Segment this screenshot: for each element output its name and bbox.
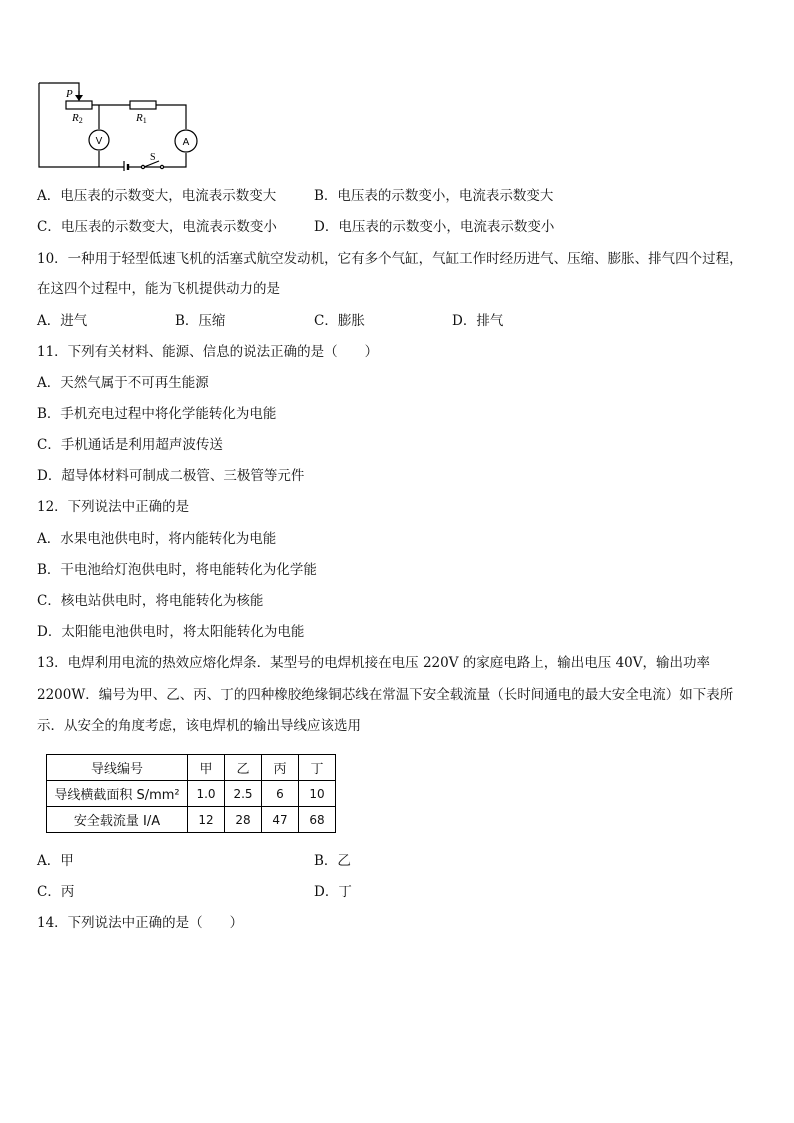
resistor-r1 <box>130 101 156 109</box>
q11-option-b[interactable]: B．手机充电过程中将化学能转化为电能 <box>37 406 277 422</box>
label-a: A <box>182 137 190 148</box>
q14-stem: 14．下列说法中正确的是（ ） <box>37 915 244 931</box>
resistor-r2 <box>66 101 92 109</box>
q13-stem-line-3: 示．从安全的角度考虑，该电焊机的输出导线应该选用 <box>37 718 361 734</box>
q11-option-a[interactable]: A．天然气属于不可再生能源 <box>37 375 209 391</box>
q13-option-d[interactable]: D．丁 <box>314 884 352 900</box>
label-v: V <box>95 136 103 147</box>
table-cell: 12 <box>188 807 225 833</box>
q13-option-b[interactable]: B．乙 <box>314 853 351 869</box>
table-header-cell: 乙 <box>225 755 262 781</box>
wire-table <box>46 754 336 833</box>
table-cell: 68 <box>299 807 336 833</box>
q13-stem-line-2: 2200W．编号为甲、乙、丙、丁的四种橡胶绝缘铜芯线在常温下安全载流量（长时间通电的最大安全电流）如下表所 <box>37 687 734 703</box>
q10-option-d[interactable]: D．排气 <box>452 313 504 329</box>
table-cell: 10 <box>299 781 336 807</box>
q9-option-c[interactable]: C．电压表的示数变大，电流表示数变小 <box>37 219 277 235</box>
q10-option-a[interactable]: A．进气 <box>37 313 88 329</box>
q10-stem-line-2: 在这四个过程中，能为飞机提供动力的是 <box>37 281 280 297</box>
q12-option-c[interactable]: C．核电站供电时，将电能转化为核能 <box>37 593 264 609</box>
label-s: S <box>150 152 156 163</box>
table-cell: 28 <box>225 807 262 833</box>
table-row-label: 导线横截面积 S/mm² <box>47 781 188 807</box>
q13-stem-line-1: 13．电焊利用电流的热效应熔化焊条．某型号的电焊机接在电压 220V 的家庭电路上，输出电压 40V，输出功率 <box>37 655 710 671</box>
table-cell: 6 <box>262 781 299 807</box>
q12-option-b[interactable]: B．干电池给灯泡供电时，将电能转化为化学能 <box>37 562 317 578</box>
q11-option-c[interactable]: C．手机通话是利用超声波传送 <box>37 437 223 453</box>
table-header-cell: 甲 <box>188 755 225 781</box>
table-header-label: 导线编号 <box>47 755 188 781</box>
table-row <box>47 781 336 807</box>
label-p: P <box>66 88 73 100</box>
circuit-diagram <box>36 81 206 171</box>
q9-option-d[interactable]: D．电压表的示数变小，电流表示数变小 <box>314 219 555 235</box>
q12-option-a[interactable]: A．水果电池供电时，将内能转化为电能 <box>37 531 277 547</box>
battery-icon <box>124 161 128 171</box>
table-row <box>47 807 336 833</box>
table-header-cell: 丙 <box>262 755 299 781</box>
label-r1: R1 <box>136 112 147 125</box>
q11-stem: 11．下列有关材料、能源、信息的说法正确的是（ ） <box>37 344 379 360</box>
q12-option-d[interactable]: D．太阳能电池供电时，将太阳能转化为电能 <box>37 624 305 640</box>
table-row-label: 安全载流量 I/A <box>47 807 188 833</box>
slider-arrow-icon <box>75 95 83 101</box>
q13-option-c[interactable]: C．丙 <box>37 884 75 900</box>
table-cell: 1.0 <box>188 781 225 807</box>
table-row <box>47 755 336 781</box>
label-r2: R2 <box>72 112 83 125</box>
q9-option-b[interactable]: B．电压表的示数变小，电流表示数变大 <box>314 188 554 204</box>
q10-option-c[interactable]: C．膨胀 <box>314 313 365 329</box>
q13-option-a[interactable]: A．甲 <box>37 853 74 869</box>
table-header-cell: 丁 <box>299 755 336 781</box>
table-cell: 47 <box>262 807 299 833</box>
q11-option-d[interactable]: D．超导体材料可制成二极管、三极管等元件 <box>37 468 305 484</box>
q10-option-b[interactable]: B．压缩 <box>175 313 226 329</box>
q12-stem: 12．下列说法中正确的是 <box>37 499 190 515</box>
q9-option-a[interactable]: A．电压表的示数变大，电流表示数变大 <box>37 188 277 204</box>
q10-stem-line-1: 10．一种用于轻型低速飞机的活塞式航空发动机，它有多个气缸，气缸工作时经历进气、压缩、膨胀、排气四个过程， <box>37 251 743 267</box>
table-cell: 2.5 <box>225 781 262 807</box>
